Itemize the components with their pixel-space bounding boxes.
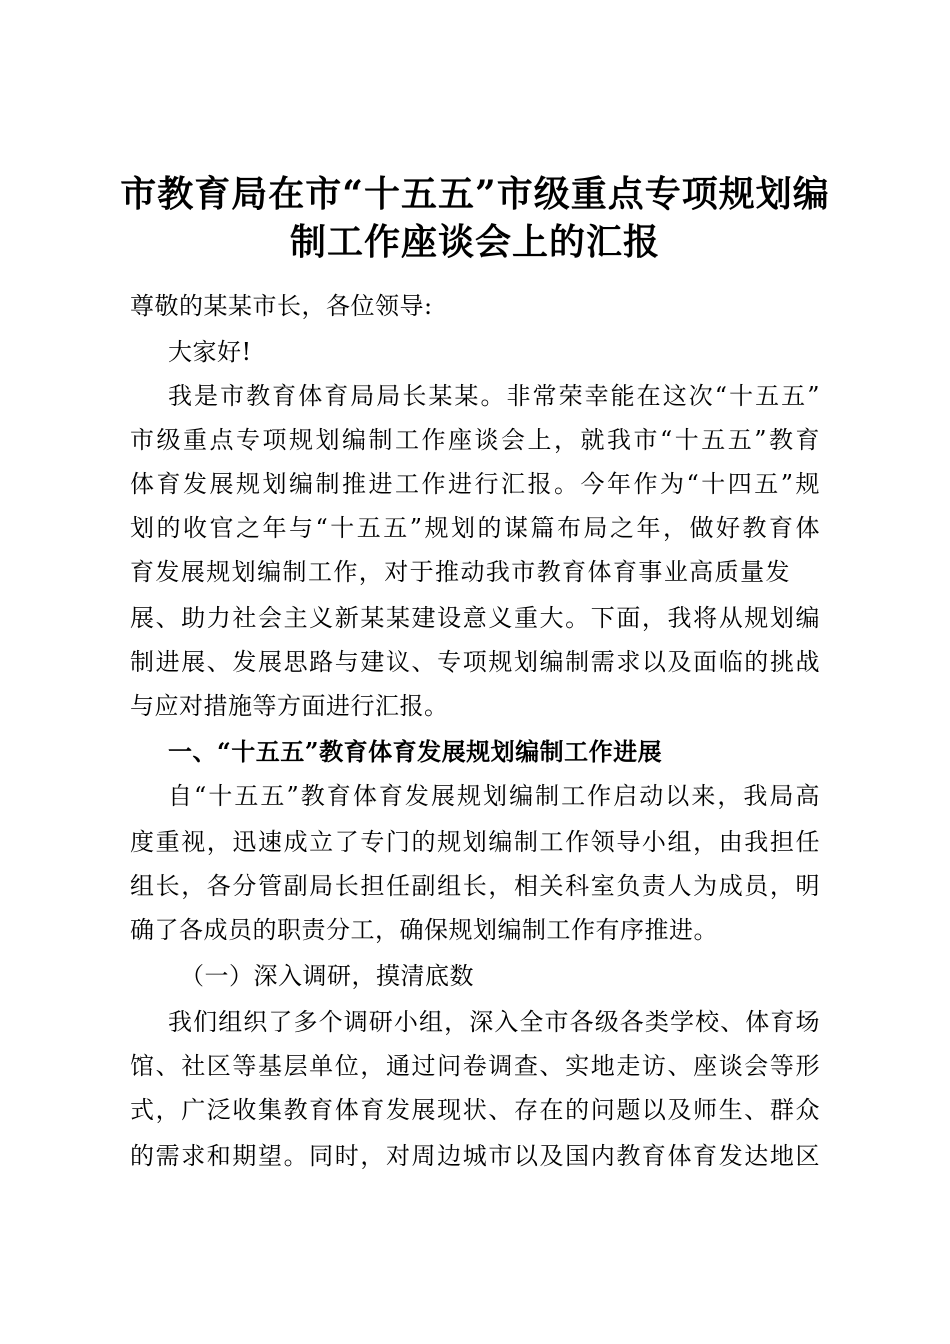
- subsection-1-line-2: 馆、社区等基层单位，通过问卷调查、实地走访、座谈会等形: [130, 1052, 820, 1080]
- subsection-1-line-3: 式，广泛收集教育体育发展现状、存在的问题以及师生、群众: [130, 1096, 820, 1124]
- section-1-line-1: 自“十五五”教育体育发展规划编制工作启动以来，我局高: [168, 782, 820, 810]
- intro-line-3: 体育发展规划编制推进工作进行汇报。今年作为“十四五”规: [130, 470, 820, 498]
- section-1-line-2: 度重视，迅速成立了专门的规划编制工作领导小组，由我担任: [130, 828, 820, 856]
- subsection-1-heading: （一）深入调研，摸清底数: [180, 962, 474, 990]
- salutation: 尊敬的某某市长，各位领导:: [130, 292, 433, 320]
- intro-line-5: 育发展规划编制工作，对于推动我市教育体育事业高质量发: [130, 558, 790, 586]
- section-1-line-3: 组长，各分管副局长担任副组长，相关科室负责人为成员，明: [130, 872, 820, 900]
- subsection-1-line-1: 我们组织了多个调研小组，深入全市各级各类学校、体育场: [168, 1008, 820, 1036]
- section-1-line-4: 确了各成员的职责分工，确保规划编制工作有序推进。: [130, 916, 718, 944]
- intro-line-8: 与应对措施等方面进行汇报。: [130, 692, 449, 720]
- intro-line-4: 划的收官之年与“十五五”规划的谋篇布局之年，做好教育体: [130, 514, 820, 542]
- intro-line-2: 市级重点专项规划编制工作座谈会上，就我市“十五五”教育: [130, 426, 820, 454]
- greeting: 大家好!: [168, 338, 252, 366]
- title-line-1: 市教育局在市“十五五”市级重点专项规划编: [120, 173, 830, 215]
- intro-line-7: 制进展、发展思路与建议、专项规划编制需求以及面临的挑战: [130, 648, 820, 676]
- intro-line-1: 我是市教育体育局局长某某。非常荣幸能在这次“十五五”: [168, 382, 820, 410]
- subsection-1-line-4: 的需求和期望。同时，对周边城市以及国内教育体育发达地区: [130, 1142, 820, 1170]
- title-line-2: 制工作座谈会上的汇报: [289, 221, 660, 263]
- section-1-heading: 一、“十五五”教育体育发展规划编制工作进展: [168, 737, 663, 766]
- intro-line-6: 展、助力社会主义新某某建设意义重大。下面，我将从规划编: [130, 604, 820, 632]
